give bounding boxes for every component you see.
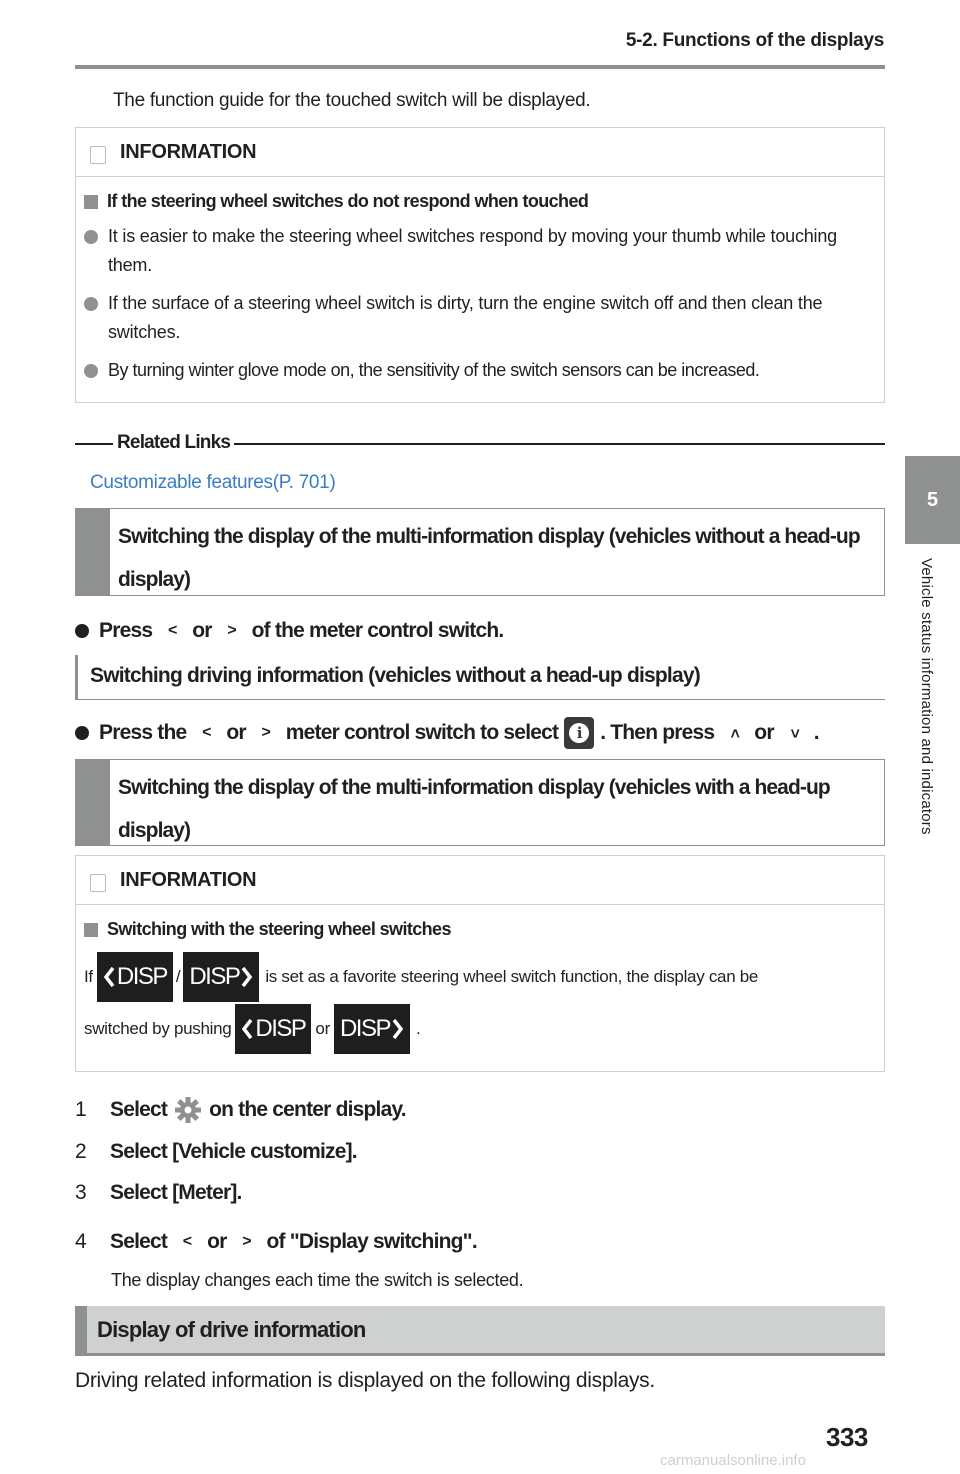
list-item-text: By turning winter glove mode on, the sensitivity of the switch sensors can be increased. [108,360,760,380]
section-heading: Switching the display of the multi-information display (vehicles with a head-up display) [118,776,830,842]
chevron-down-icon: > [785,728,803,738]
step-text: Select [110,1098,168,1121]
step-text: Select [Meter]. [110,1181,242,1204]
info-icon: i [564,717,594,749]
instruction-text: or [226,721,246,744]
chevron-right-icon [392,1018,404,1040]
intro-text: The function guide for the touched switch will be displayed. [113,90,591,111]
information-heading [84,191,884,212]
information-box [75,855,885,1072]
instruction-text: . [813,721,819,744]
chevron-up-icon: < [726,728,744,738]
instruction-line [75,614,503,648]
information-heading-text: If the steering wheel switches do not respond when touched [107,191,589,211]
disp-label: DISP [255,1015,306,1042]
list-item [84,356,878,385]
step-number: 2 [75,1140,86,1163]
information-heading [84,919,884,940]
list-item [84,222,874,280]
section-heading: Switching the display of the multi-information display (vehicles without a head-up display) [118,525,860,591]
step-note: The display changes each time the switch is selected. [111,1270,524,1290]
bullet-icon [75,624,89,638]
bullet-icon [84,364,98,378]
step-text: Select [Vehicle customize]. [110,1140,357,1163]
square-bullet-icon [84,195,98,209]
info-text: / [175,967,181,986]
disp-line-2 [84,1004,884,1054]
step-item [75,1136,357,1168]
closing-text: Driving related information is displayed on the following displays. [75,1369,655,1392]
info-text: . [415,1019,421,1038]
book-icon [90,874,106,892]
info-text: or [315,1019,330,1038]
bullet-icon [84,230,98,244]
instruction-text: . Then press [600,721,715,744]
instruction-text: meter control switch to select [285,721,559,744]
square-bullet-icon [84,923,98,937]
information-title: INFORMATION [120,868,257,891]
list-item-text: If the surface of a steering wheel switch is dirty, turn the engine switch off and then clean the switches. [108,293,823,342]
chapter-title: Vehicle status information and indicators [918,558,935,835]
chevron-right-icon: > [227,622,236,639]
information-heading-text: Switching with the steering wheel switches [107,919,451,939]
step-number: 4 [75,1230,86,1253]
gear-icon [173,1095,203,1125]
watermark: carmanualsonline.info [660,1452,806,1469]
chevron-left-icon: < [182,1233,192,1250]
information-header [76,856,884,905]
step-number: 3 [75,1181,86,1204]
instruction-text: of the meter control switch. [251,619,504,642]
instruction-text: or [192,619,212,642]
disp-label: DISP [339,1015,390,1042]
step-text: or [207,1230,227,1253]
related-links-label: Related Links [113,432,234,454]
information-box [75,127,885,403]
disp-label: DISP [189,963,240,990]
step-number: 1 [75,1098,86,1121]
chevron-right-icon: > [261,724,271,741]
step-text: of "Display switching". [266,1230,477,1253]
bullet-icon [84,297,98,311]
chevron-right-icon [241,966,253,988]
chevron-left-icon: < [167,622,177,639]
info-text: If [84,967,93,986]
subsection-heading: Switching driving information (vehicles without a head-up display) [75,655,885,700]
header-rule [75,65,885,69]
disp-line-1 [84,952,884,1002]
chevron-left-icon: < [202,724,211,741]
section-heading: Display of drive information [75,1306,885,1356]
page-number: 333 [826,1422,868,1452]
section-heading-box [75,759,885,846]
chevron-left-icon [103,966,115,988]
disp-right-button-icon [334,1004,410,1054]
bullet-icon [75,726,89,740]
information-title: INFORMATION [120,140,257,163]
customizable-features-link[interactable]: Customizable features(P. 701) [90,472,336,493]
list-item [84,289,874,347]
step-item [75,1177,242,1209]
instruction-text: Press the [99,721,187,744]
disp-right-button-icon [183,952,259,1002]
chapter-tab[interactable]: 5 [905,456,960,544]
information-header [76,128,884,177]
step-item [75,1226,477,1258]
step-text: on the center display. [209,1098,406,1121]
disp-label: DISP [116,963,167,990]
section-bar [76,760,110,845]
list-item-text: It is easier to make the steering wheel switches respond by moving your thumb while touching them. [108,226,837,275]
instruction-line [75,716,819,750]
info-text: switched by pushing [84,1019,232,1038]
step-text: Select [110,1230,168,1253]
chevron-right-icon: > [242,1233,251,1250]
disp-left-button-icon [235,1004,311,1054]
instruction-text: or [754,721,774,744]
instruction-text: Press [99,619,153,642]
chevron-left-icon [241,1018,253,1040]
step-item [75,1092,406,1128]
section-heading-box [75,508,885,596]
section-header-title: 5-2. Functions of the displays [625,30,884,51]
info-text: is set as a favorite steering wheel switch function, the display can be [265,967,759,986]
book-icon [90,146,106,164]
section-bar [76,509,110,595]
disp-left-button-icon [97,952,173,1002]
